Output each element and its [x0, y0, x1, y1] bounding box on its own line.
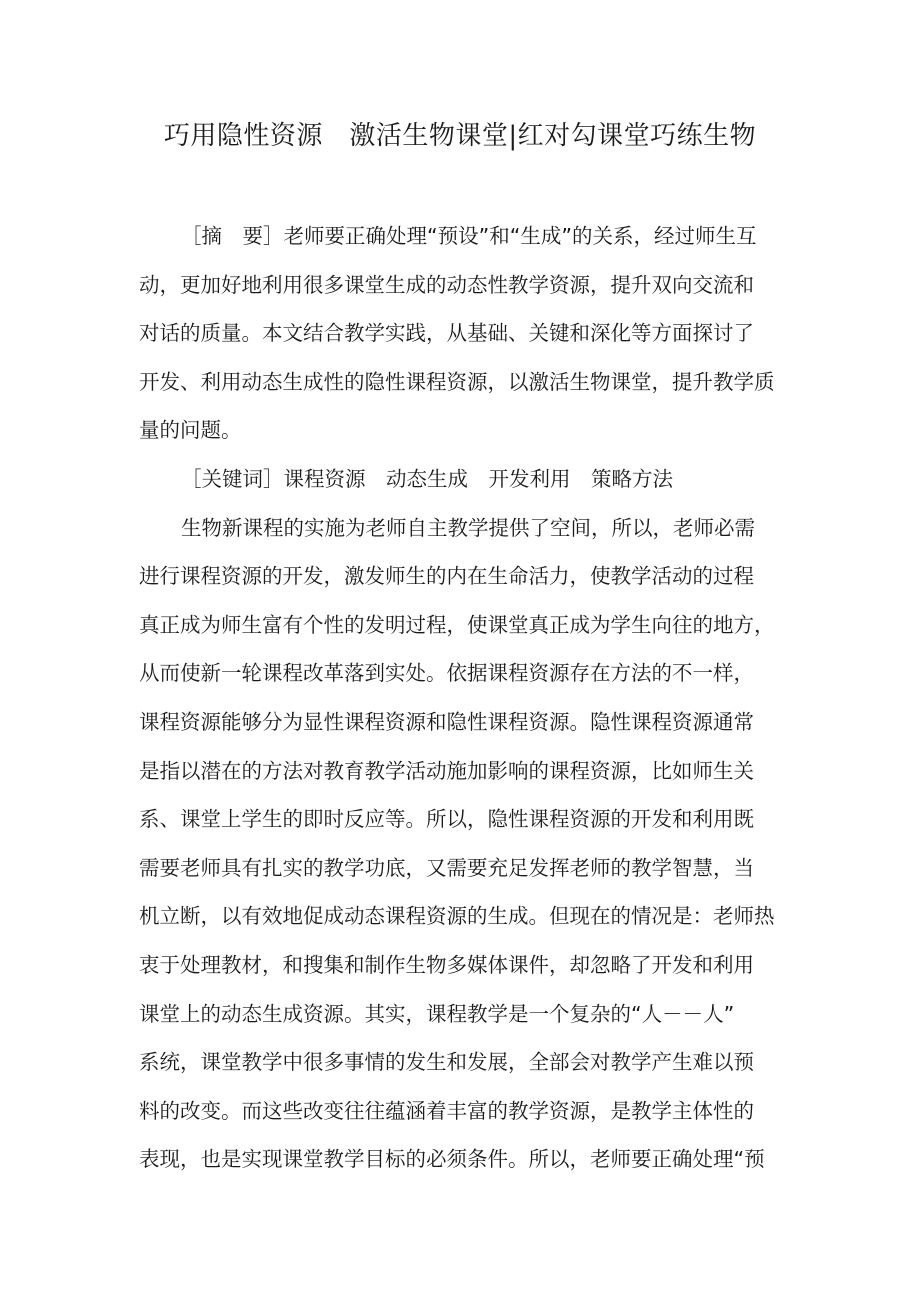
paragraph-line: 生物新课程的实施为老师自主教学提供了空间，所以，老师必需: [181, 515, 755, 540]
paragraph-line: 进行课程资源的开发，激发师生的内在生命活力，使教学活动的过程: [139, 564, 754, 589]
abstract-line: ［摘 要］老师要正确处理“预设”和“生成”的关系，经过师生互: [181, 224, 757, 248]
paragraph-line: 需要老师具有扎实的教学功底，又需要充足发挥老师的教学智慧，当: [139, 855, 754, 880]
abstract-line: 动，更加好地利用很多课堂生成的动态性教学资源，提升双向交流和: [139, 272, 754, 297]
document-title: 巧用隐性资源 激活生物课堂|红对勾课堂巧练生物: [163, 121, 757, 151]
paragraph-line: 料的改变。而这些改变往往蕴涵着丰富的教学资源，是教学主体性的: [139, 1098, 754, 1123]
document-body: [139, 212, 789, 1184]
abstract-line: 对话的质量。本文结合教学实践，从基础、关键和深化等方面探讨了: [139, 321, 754, 346]
paragraph-line: 是指以潜在的方法对教育教学活动施加影响的课程资源，比如师生关: [139, 758, 754, 783]
abstract-line: 开发、利用动态生成性的隐性课程资源，以激活生物课堂，提升教学质: [139, 369, 775, 394]
paragraph-line: 衷于处理教材，和搜集和制作生物多媒体课件，却忽略了开发和利用: [139, 952, 754, 977]
paragraph-line: 系统，课堂教学中很多事情的发生和发展，全部会对教学产生难以预: [139, 1050, 754, 1075]
keywords-line: ［关键词］课程资源 动态生成 开发利用 策略方法: [181, 466, 673, 491]
paragraph-line: 系、课堂上学生的即时反应等。所以，隐性课程资源的开发和利用既: [139, 807, 754, 832]
abstract-line: 量的问题。: [139, 418, 242, 443]
paragraph-line: 真正成为师生富有个性的发明过程，使课堂真正成为学生向往的地方，: [139, 612, 775, 637]
paragraph-line: 课堂上的动态生成资源。其实，课程教学是一个复杂的“人－－人”: [139, 1001, 735, 1026]
paragraph-line: 从而使新一轮课程改革落到实处。依据课程资源存在方法的不一样，: [139, 661, 754, 686]
paragraph-line: 课程资源能够分为显性课程资源和隐性课程资源。隐性课程资源通常: [139, 709, 754, 734]
paragraph-line: 机立断，以有效地促成动态课程资源的生成。但现在的情况是：老师热: [139, 904, 775, 929]
paragraph-line: 表现，也是实现课堂教学目标的必须条件。所以，老师要正确处理“预: [139, 1147, 765, 1172]
